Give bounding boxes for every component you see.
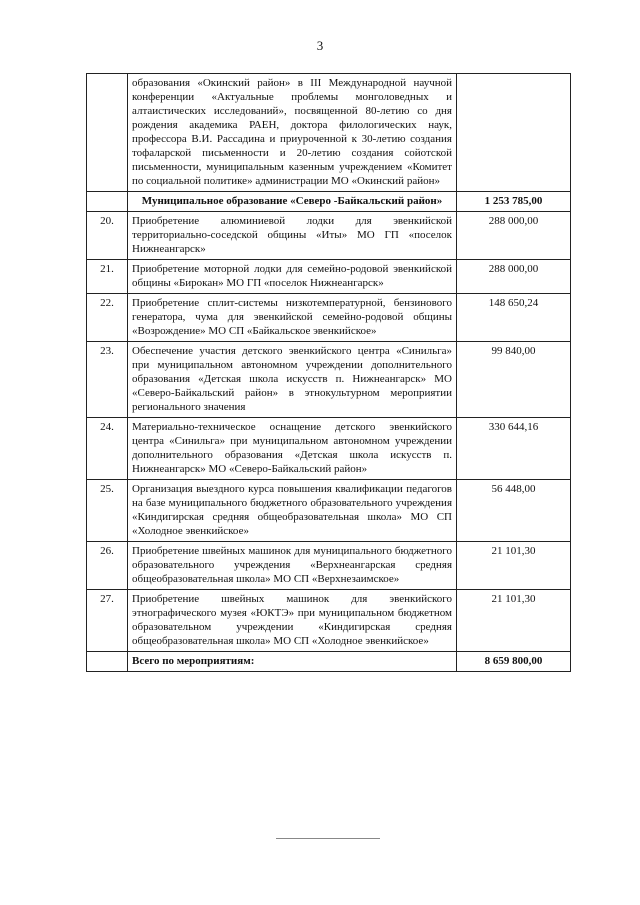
row-amount: 148 650,24 [457, 294, 571, 342]
row-number: 25. [87, 480, 128, 542]
row-number: 22. [87, 294, 128, 342]
row-number: 21. [87, 260, 128, 294]
row-description: Приобретение сплит-системы низкотемпературной, бензинового генератора, чума для эвенкийской семейно-родовой общины «Возрождение» МО СП «Байкальское эвенкийское» [128, 294, 457, 342]
table-row [87, 212, 571, 260]
row-number: 20. [87, 212, 128, 260]
row-description: Приобретение швейных машинок для муниципального бюджетного образовательного учреждения «Верхнеангарская средняя общеобразовательная школа» МО СП «Верхнезаимское» [128, 542, 457, 590]
row-number [87, 192, 128, 212]
row-number [87, 652, 128, 672]
table-row [87, 590, 571, 652]
row-amount [457, 74, 571, 192]
row-number: 24. [87, 418, 128, 480]
row-amount: 56 448,00 [457, 480, 571, 542]
row-number: 27. [87, 590, 128, 652]
table-row [87, 342, 571, 418]
grand-total-label: Всего по мероприятиям: [128, 652, 457, 672]
section-total: 1 253 785,00 [457, 192, 571, 212]
row-number: 26. [87, 542, 128, 590]
row-amount: 330 644,16 [457, 418, 571, 480]
footer-divider [276, 838, 380, 839]
page-number: 3 [316, 38, 324, 53]
row-number: 23. [87, 342, 128, 418]
row-description: Приобретение алюминиевой лодки для эвенкийской территориально-соседской общины «Иты» МО ГП «поселок Нижнеангарск» [128, 212, 457, 260]
row-description: Приобретение швейных машинок для эвенкийского этнографического музея «ЮКТЭ» при муниципальном бюджетном образовательном учреждении «Киндигирская средняя общеобразовательная школа» МО СП «Холодное эвенкийское» [128, 590, 457, 652]
row-description: Приобретение моторной лодки для семейно-родовой эвенкийской общины «Бирокан» МО ГП «поселок Нижнеангарск» [128, 260, 457, 294]
table-row [87, 294, 571, 342]
row-amount: 288 000,00 [457, 212, 571, 260]
table-row [87, 74, 571, 192]
section-header-row [87, 192, 571, 212]
row-amount: 288 000,00 [457, 260, 571, 294]
row-description: Материально-техническое оснащение детского эвенкийского центра «Синильга» при муниципальном автономном учреждении дополнительного образования «Детская школа искусств п. Нижнеангарск» МО «Северо-Байкальский район» [128, 418, 457, 480]
row-amount: 99 840,00 [457, 342, 571, 418]
section-title: Муниципальное образование «Северо -Байкальский район» [128, 192, 457, 212]
funding-table [86, 73, 571, 672]
table-row [87, 418, 571, 480]
grand-total-amount: 8 659 800,00 [457, 652, 571, 672]
row-description: Организация выездного курса повышения квалификации педагогов на базе муниципального бюджетного образовательного учреждения «Киндигирская средняя общеобразовательная школа» МО СП «Холодное эвенкийское» [128, 480, 457, 542]
table-row [87, 480, 571, 542]
row-number [87, 74, 128, 192]
row-description: образования «Окинский район» в III Международной научной конференции «Актуальные проблемы монголоведных и алтаистических исследований», посвященной 80-летию со дня рождения академика РАЕН, доктора филологических наук, профессора В.И. Рассадина и приуроченной к 30-летию создания тофаларской письменности и 20-летию создания сойотской письменности, муниципальным казенным учреждением «Комитет по социальной политике» администрации МО «Окинский район» [128, 74, 457, 192]
row-amount: 21 101,30 [457, 590, 571, 652]
row-description: Обеспечение участия детского эвенкийского центра «Синильга» при муниципальном автономном учреждении дополнительного образования «Детская школа искусств п. Нижнеангарск» МО «Северо-Байкальский район» в этнокультурном мероприятии регионального значения [128, 342, 457, 418]
table-row [87, 260, 571, 294]
table-row [87, 542, 571, 590]
grand-total-row [87, 652, 571, 672]
row-amount: 21 101,30 [457, 542, 571, 590]
